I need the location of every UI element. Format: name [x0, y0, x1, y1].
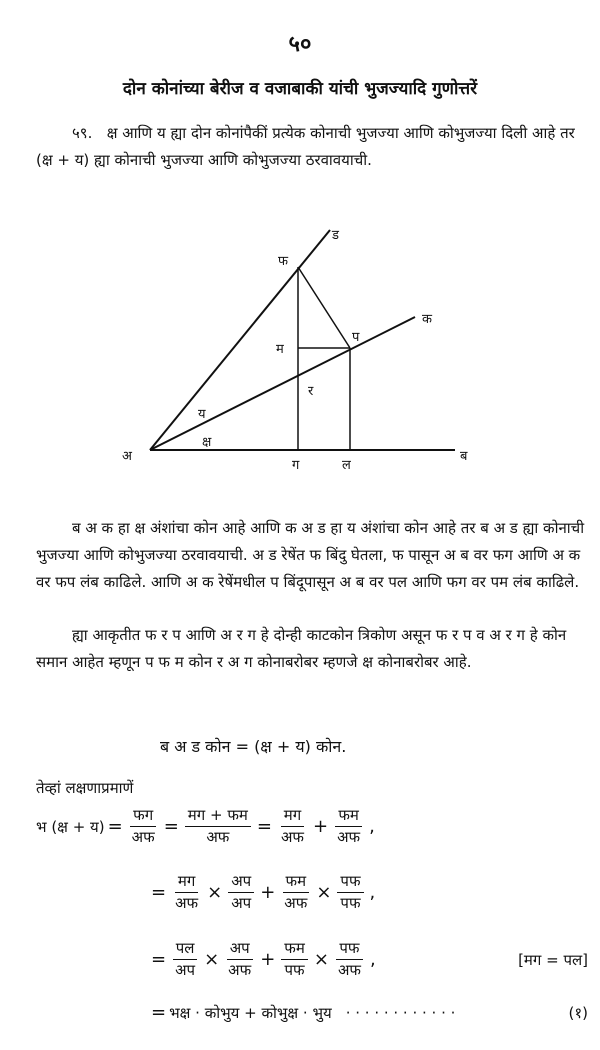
line-ak: [150, 317, 415, 450]
label-ya-angle: य: [198, 407, 206, 422]
problem-statement: [36, 120, 596, 174]
fraction: $\frac{\text{अप}}{\text{अप}}$: [228, 872, 254, 913]
fraction: $\frac{\text{मग}}{\text{अफ}}$: [280, 806, 304, 846]
equation-result: भक्ष · कोभुय + कोभुक्ष · भुय: [169, 1003, 332, 1022]
fraction: $\frac{\text{फम}}{\text{अफ}}$: [284, 872, 308, 912]
problem-text: क्ष आणि य ह्या दोन कोनांपैकीं प्रत्येक कोनाची भुजज्या आणि कोभुजज्या दिली आहे तर (क्ष + य) ह्या कोनाची भुजज्या आणि कोभुजज्या ठरवावयाची.: [36, 124, 575, 169]
fraction: $\frac{\text{फम}}{\text{पफ}}$: [281, 939, 308, 980]
label-l: ल: [342, 458, 351, 473]
label-p: प: [352, 330, 360, 345]
section-heading: दोन कोनांच्या बेरीज व वजाबाकी यांची भुजज्यादि गुणोत्तरें: [122, 79, 478, 99]
label-b: ब: [460, 449, 468, 464]
fraction: $\frac{\text{मग + फम}}{\text{अफ}}$: [185, 806, 251, 847]
label-ksha-angle: क्ष: [202, 435, 212, 450]
equation-line-3: = $\frac{\text{पल}}{\text{अप}}$ × $\frac{\text{अप}}{\text{अफ}}$ + $\frac{\text{फम}}{\text{पफ}}$ × $\frac{\text{पफ}}{\text{अफ}}$ , [मग = पल]: [151, 939, 588, 979]
label-d: ड: [332, 228, 339, 243]
reasoning-paragraph: ह्या आकृतीत फ र प आणि अ र ग हे दोन्ही काटकोन त्रिकोण असून फ र प व अ र ग हे कोन समान आहेत म्हणून प फ म कोन र अ ग कोनाबरोबर म्हणजे क्ष कोनाबरोबर आहे.: [36, 626, 567, 671]
equation-line-1: भ (क्ष + य) = $\frac{\text{फग}}{\text{अफ}}$ = $\frac{\text{मग + फम}}{\text{अफ}}$ = $\frac{\text{मग}}{\text{अफ}}$ + $\frac{\text{फम}}{\text{अफ}}$ ,: [36, 806, 375, 846]
line-ad: [150, 230, 330, 450]
fraction: $\frac{\text{पफ}}{\text{पफ}}$: [337, 872, 363, 913]
fraction: $\frac{\text{पल}}{\text{अप}}$: [172, 939, 198, 980]
section-number: ५९.: [72, 124, 93, 142]
label-m: म: [276, 342, 284, 357]
geometry-figure: [110, 215, 490, 480]
line-fp: [298, 267, 350, 348]
page-number: ५०: [288, 32, 312, 57]
label-g: ग: [292, 458, 300, 473]
fraction: $\frac{\text{फग}}{\text{अफ}}$: [131, 806, 155, 846]
equation-number: (१): [568, 1003, 588, 1022]
label-r: र: [308, 384, 314, 399]
equation-line-4: = भक्ष · कोभुय + कोभुक्ष · भुय · · · · · · · · · · · · (१): [151, 1002, 588, 1023]
construction-paragraph: ब अ क हा क्ष अंशांचा कोन आहे आणि क अ ड हा य अंशांचा कोन आहे तर ब अ ड ह्या कोनाची भुजज्या आणि कोभुजज्या ठरवावयाची. अ ड रेषेंत फ बिंदु घेतला, फ पासून अ ब वर फग आणि अ क वर फप लंब काढिले. आणि अ क रेषेंमधील प बिंदूपासून अ ब वर पल आणि फग वर पम लंब काढिले.: [36, 519, 585, 591]
label-k: क: [422, 312, 432, 327]
fraction: $\frac{\text{पफ}}{\text{अफ}}$: [337, 939, 361, 979]
fraction: $\frac{\text{मग}}{\text{अफ}}$: [175, 872, 199, 912]
fraction: $\frac{\text{फम}}{\text{अफ}}$: [337, 806, 361, 846]
label-f: फ: [278, 254, 289, 269]
equation-lhs: भ (क्ष + य): [36, 817, 105, 836]
leader-dots: · · · · · · · · · · · ·: [345, 1003, 456, 1022]
then-text: तेव्हां लक्षणाप्रमाणें: [36, 779, 134, 797]
equation-note: [मग = पल]: [518, 950, 588, 969]
label-a: अ: [122, 449, 132, 464]
fraction: $\frac{\text{अप}}{\text{अफ}}$: [228, 939, 252, 979]
angle-relation: ब अ ड कोन = (क्ष + य) कोन.: [160, 737, 347, 756]
equation-line-2: = $\frac{\text{मग}}{\text{अफ}}$ × $\frac{\text{अप}}{\text{अप}}$ + $\frac{\text{फम}}{\text{अफ}}$ × $\frac{\text{पफ}}{\text{पफ}}$ ,: [151, 872, 376, 912]
